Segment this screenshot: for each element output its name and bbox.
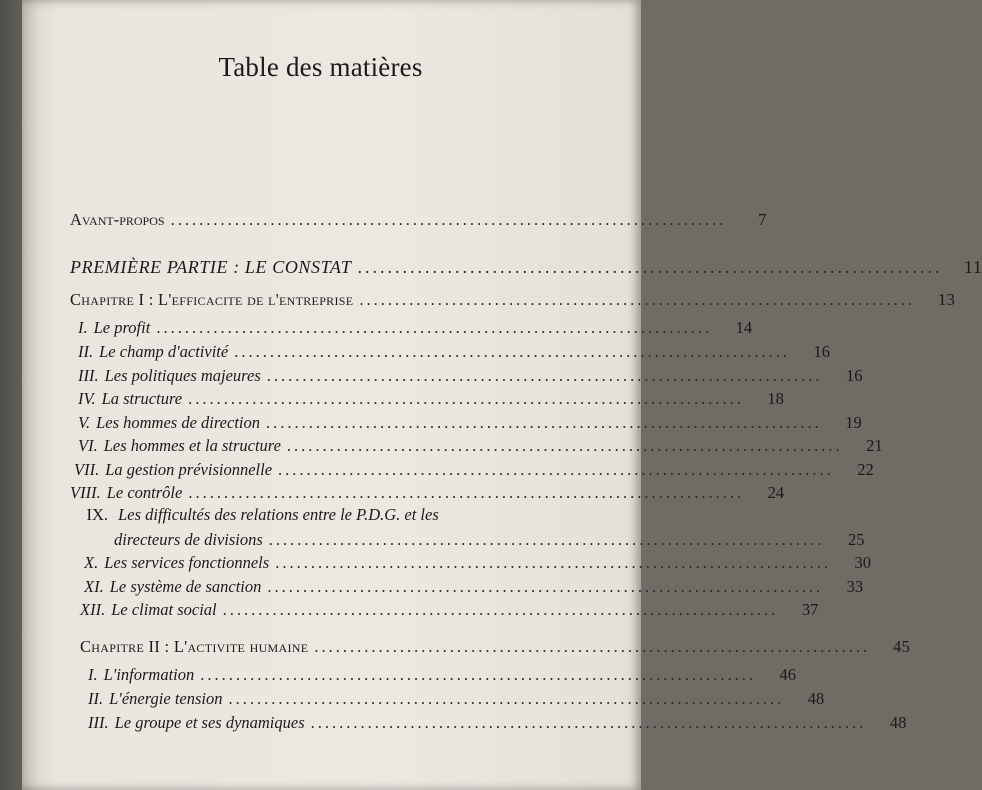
toc-entry-label: Le champ d'activité — [99, 342, 229, 361]
toc-page-number: 48 — [807, 689, 825, 708]
toc-entry-label: L'information — [103, 665, 195, 684]
toc-entry-label: La structure — [101, 389, 183, 408]
toc-page-number: 30 — [854, 553, 871, 572]
toc-page-number: 48 — [889, 713, 907, 732]
toc-section-number: XI. — [84, 577, 104, 596]
toc-entry-section — [88, 713, 907, 733]
toc-entry-section — [84, 577, 864, 597]
toc-page-number: 14 — [735, 318, 753, 337]
leader-dots: .............................................................................. — [359, 290, 916, 309]
leader-dots: .............................................................................. — [267, 577, 824, 596]
page-title: Table des matières — [218, 52, 423, 82]
toc-section-number: III. — [88, 713, 109, 732]
toc-entry-avant-propos — [70, 210, 767, 230]
toc-entry-label: Les services fonctionnels — [104, 553, 270, 572]
toc-entry-label: La gestion prévisionnelle — [105, 460, 273, 479]
toc-page-number: 16 — [813, 342, 830, 361]
toc-entry-label: Chapitre II : L'activite humaine — [80, 637, 309, 656]
toc-section-number: VII. — [74, 460, 100, 479]
toc-entry-label: Le profit — [93, 318, 151, 337]
toc-entry-section — [70, 483, 785, 503]
toc-entry-label-continued: directeurs de divisions — [114, 530, 263, 549]
leader-dots: .............................................................................. — [188, 389, 744, 408]
leader-dots: .............................................................................. — [170, 210, 727, 229]
leader-dots: .............................................................................. — [228, 689, 785, 708]
toc-entry-label: Chapitre I : L'efficacite de l'entreprise — [70, 290, 354, 309]
toc-section-number: XII. — [80, 600, 106, 619]
leader-dots: .............................................................................. — [234, 342, 790, 361]
toc-entry-section — [78, 436, 883, 456]
leader-dots: .............................................................................. — [357, 257, 943, 277]
toc-entry-part-one — [70, 257, 982, 278]
toc-section-number: IV. — [78, 389, 96, 408]
toc-entry-label: Le groupe et ses dynamiques — [114, 713, 305, 732]
toc-entry-label: PREMIÈRE PARTIE : LE CONSTAT — [70, 257, 352, 277]
toc-entry-chapter-2 — [80, 637, 911, 657]
toc-entry-chapter-1 — [70, 290, 956, 310]
leader-dots: .............................................................................. — [268, 530, 825, 549]
toc-entry-label: Le contrôle — [106, 483, 183, 502]
leader-dots: .............................................................................. — [266, 366, 823, 385]
toc-entry-label: Le climat social — [111, 600, 217, 619]
toc-entry-section-multiline — [82, 505, 439, 525]
toc-page-number: 18 — [767, 389, 784, 408]
toc-entry-section — [74, 460, 874, 480]
toc-page-number: 16 — [846, 366, 863, 385]
toc-entry-section — [78, 413, 862, 433]
toc-entry-label: Les hommes de direction — [96, 413, 260, 432]
leader-dots: .............................................................................. — [265, 413, 822, 432]
toc-page-number: 11 — [963, 257, 982, 277]
toc-entry-label: Le système de sanction — [109, 577, 262, 596]
toc-page-number: 45 — [893, 637, 911, 656]
toc-section-number: IX. — [86, 505, 108, 524]
toc-section-number: I. — [88, 665, 98, 684]
leader-dots: .............................................................................. — [156, 318, 713, 337]
leader-dots: .............................................................................. — [310, 713, 867, 732]
leader-dots: .............................................................................. — [278, 460, 834, 479]
toc-entry-label: Les politiques majeures — [104, 366, 261, 385]
toc-page-number: 19 — [845, 413, 862, 432]
toc-entry-label: L'énergie tension — [109, 689, 223, 708]
toc-page-number: 21 — [866, 436, 883, 455]
toc-section-number: I. — [78, 318, 88, 337]
toc-entry-section — [88, 665, 797, 685]
toc-page-number: 37 — [801, 600, 819, 619]
toc-entry-section — [78, 366, 863, 386]
toc-section-number: X. — [84, 553, 99, 572]
toc-entry-label: Avant-propos — [70, 210, 165, 229]
toc-entry-label: Les hommes et la structure — [103, 436, 281, 455]
leader-dots: .............................................................................. — [200, 665, 757, 684]
toc-section-number: II. — [78, 342, 94, 361]
toc-entry-section — [78, 389, 784, 409]
leader-dots: .............................................................................. — [188, 483, 745, 502]
leader-dots: .............................................................................. — [286, 436, 843, 455]
toc-section-number: VI. — [78, 436, 98, 455]
toc-section-number: III. — [78, 366, 99, 385]
toc-page-number: 13 — [938, 290, 956, 309]
leader-dots: .............................................................................. — [314, 637, 871, 656]
toc-entry-continuation — [114, 530, 865, 550]
toc-entry-section — [84, 553, 871, 573]
toc-page-number: 22 — [857, 460, 874, 479]
toc-page-number: 46 — [779, 665, 797, 684]
toc-entry-section — [78, 318, 753, 338]
toc-page-number: 25 — [848, 530, 865, 549]
toc-page-number: 24 — [767, 483, 785, 502]
toc-page-number: 7 — [758, 210, 767, 229]
leader-dots: .............................................................................. — [222, 600, 779, 619]
toc-entry-section — [88, 689, 825, 709]
toc-section-number: V. — [78, 413, 91, 432]
toc-entry-section — [80, 600, 819, 620]
toc-page-number: 33 — [846, 577, 864, 596]
toc-section-number: II. — [88, 689, 104, 708]
toc-entry-label: Les difficultés des relations entre le P.D.G. et les — [118, 505, 439, 524]
toc-entry-section — [78, 342, 830, 362]
toc-section-number: VIII. — [70, 483, 101, 502]
leader-dots: .............................................................................. — [275, 553, 831, 572]
